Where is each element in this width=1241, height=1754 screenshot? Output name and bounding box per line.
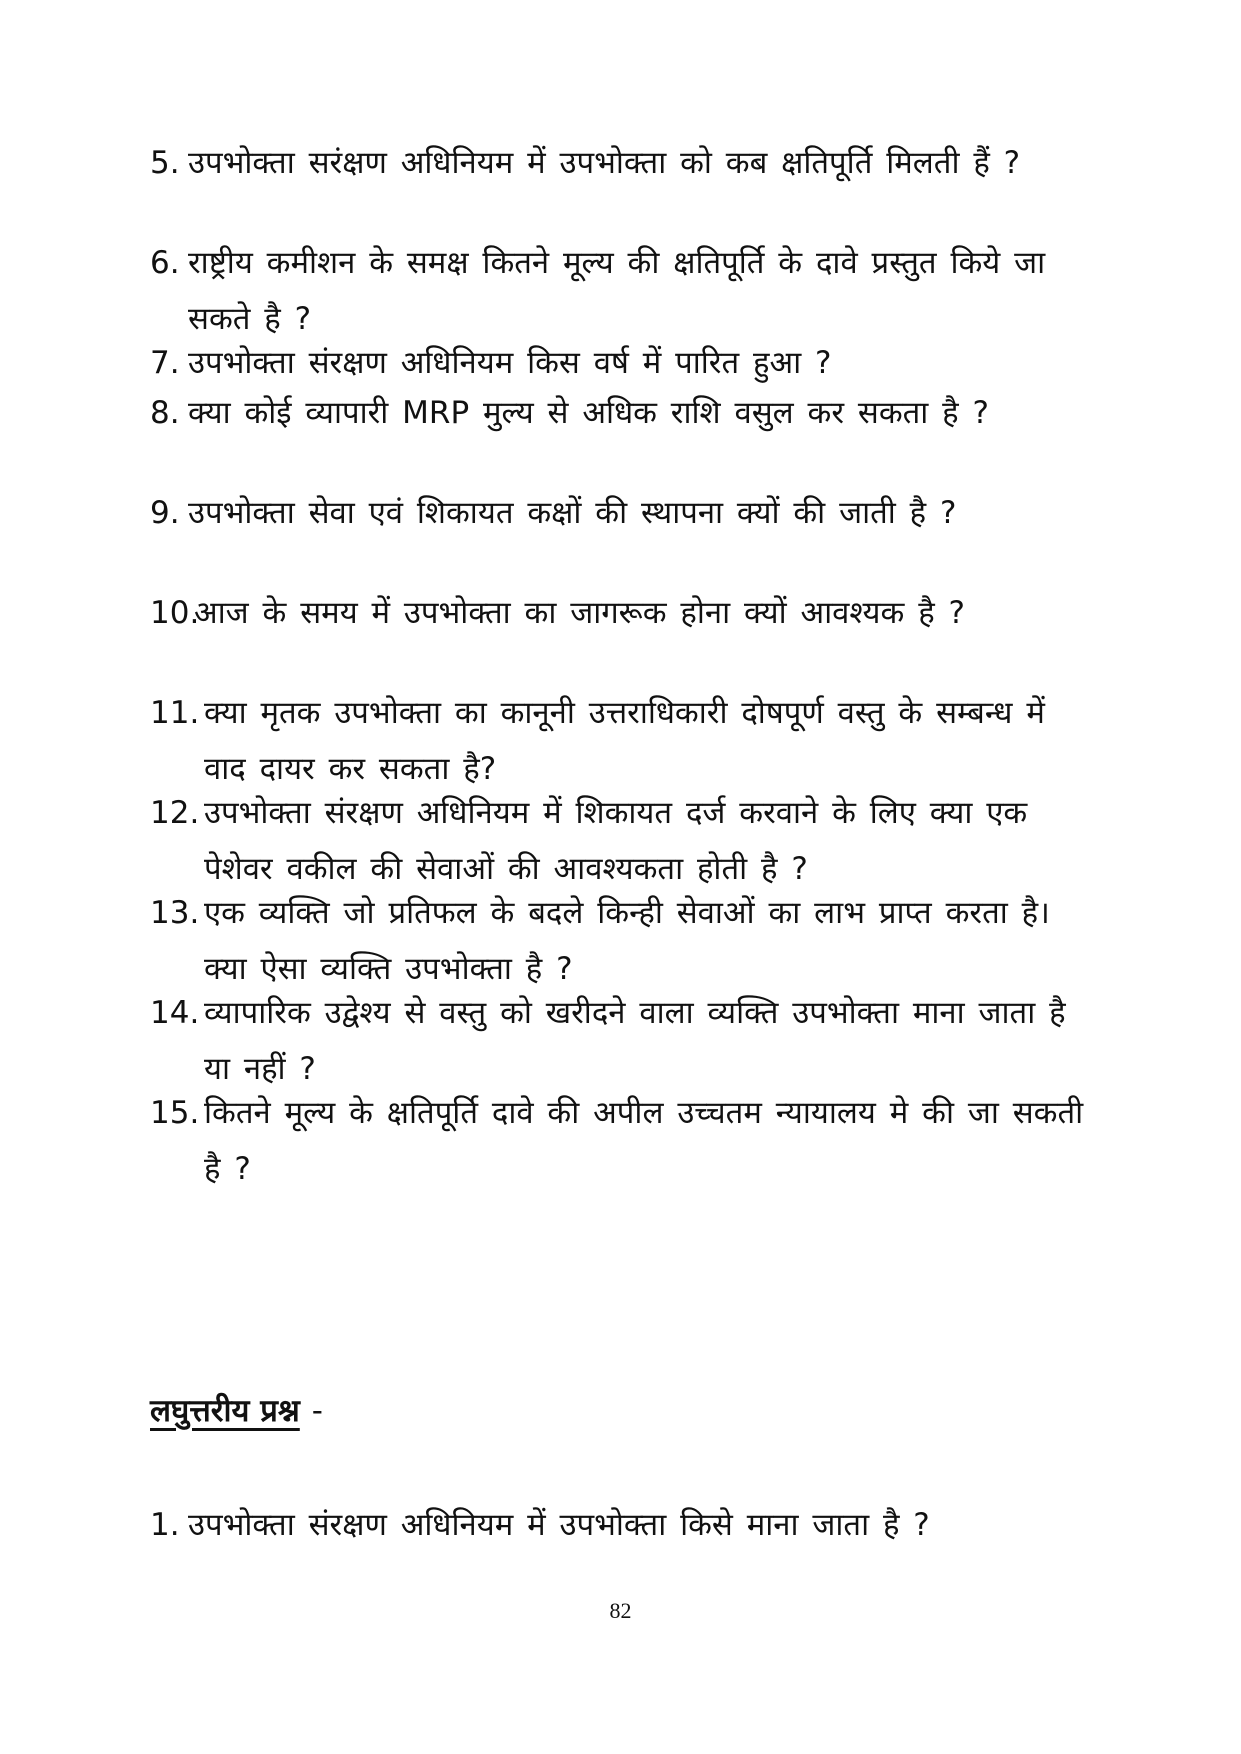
question-item <box>150 335 1090 391</box>
question-text: उपभोक्ता सेवा एवं शिकायत कक्षों की स्थापना क्यों की जाती है ? <box>188 495 957 531</box>
question-item <box>150 485 1090 541</box>
page-number: 82 <box>609 1598 632 1623</box>
question-item <box>150 685 1090 797</box>
question-number: 11. <box>150 695 200 731</box>
question-item <box>150 785 1090 897</box>
question-text: कितने मूल्य के क्षतिपूर्ति दावे की अपील उच्चतम न्यायालय मे की जा सकती है ? <box>204 1095 1084 1187</box>
question-number: 13. <box>150 895 200 931</box>
question-text: उपभोक्ता सरंक्षण अधिनियम में उपभोक्ता को कब क्षतिपूर्ति मिलती हैं ? <box>188 145 1021 181</box>
question-number: 6. <box>150 245 180 281</box>
question-item <box>150 135 1090 191</box>
question-item <box>150 885 1090 997</box>
question-item <box>150 985 1090 1097</box>
question-number: 1. <box>150 1507 180 1543</box>
question-text: क्या मृतक उपभोक्ता का कानूनी उत्तराधिकारी दोषपूर्ण वस्तु के सम्बन्ध में वाद दायर कर सकता है? <box>204 695 1045 787</box>
question-number: 9. <box>150 495 180 531</box>
question-text: एक व्यक्ति जो प्रतिफल के बदले किन्ही सेवाओं का लाभ प्राप्त करता है। क्या ऐसा व्यक्ति उपभोक्ता है ? <box>204 895 1050 987</box>
section-heading <box>150 1383 323 1439</box>
question-number: 5. <box>150 145 180 181</box>
question-text: क्या कोई व्यापारी MRP मुल्य से अधिक राशि वसुल कर सकता है ? <box>188 395 989 431</box>
question-number: 7. <box>150 345 180 381</box>
question-item <box>150 1085 1090 1197</box>
question-item <box>150 385 1090 441</box>
question-text: उपभोक्ता संरक्षण अधिनियम में शिकायत दर्ज करवाने के लिए क्या एक पेशेवर वकील की सेवाओं की आवश्यकता होती है ? <box>204 795 1028 887</box>
question-text: राष्ट्रीय कमीशन के समक्ष कितने मूल्य की क्षतिपूर्ति के दावे प्रस्तुत किये जा सकते है ? <box>188 245 1046 337</box>
question-item <box>150 235 1090 347</box>
section-heading-title: लघुत्तरीय प्रश्न <box>150 1393 300 1429</box>
question-text: व्यापारिक उद्वेश्य से वस्तु को खरीदने वाला व्यक्ति उपभोक्ता माना जाता है या नहीं ? <box>204 995 1066 1087</box>
question-number: 12. <box>150 795 200 831</box>
section-heading-dash: - <box>311 1393 323 1429</box>
question-number: 8. <box>150 395 180 431</box>
question-number: 10. <box>150 595 200 631</box>
question-item <box>150 585 1090 641</box>
question-text: उपभोक्ता संरक्षण अधिनियम में उपभोक्ता किसे माना जाता है ? <box>188 1507 930 1543</box>
question-number: 15. <box>150 1095 200 1131</box>
question-text: आज के समय में उपभोक्ता का जागरूक होना क्यों आवश्यक है ? <box>194 595 965 631</box>
question-item <box>150 1497 1090 1553</box>
question-number: 14. <box>150 995 200 1031</box>
question-text: उपभोक्ता संरक्षण अधिनियम किस वर्ष में पारित हुआ ? <box>188 345 832 381</box>
